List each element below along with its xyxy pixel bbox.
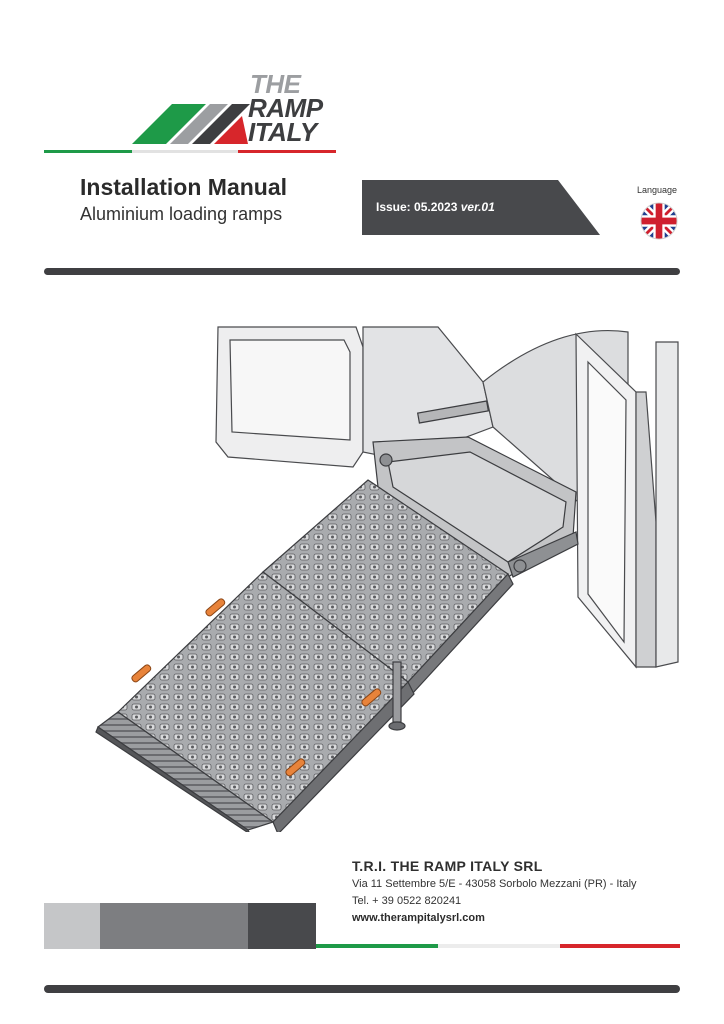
issue-date: Issue: 05.2023 [376,200,461,214]
stripe-white [438,944,560,948]
stripe-green [316,944,438,948]
document-subtitle: Aluminium loading ramps [80,204,283,224]
divider-top [44,268,680,275]
company-website-link[interactable]: www.therampitalysrl.com [352,912,485,924]
uk-flag-icon[interactable] [640,200,678,242]
decor-block-dark [248,903,316,949]
company-phone: Tel. + 39 0522 820241 [352,895,462,907]
company-address: Via 11 Settembre 5/E - 43058 Sorbolo Mezzani (PR) - Italy [352,878,637,890]
logo-text-the: THE [250,69,301,99]
issue-label [376,200,495,214]
issue-version: ver.01 [460,200,495,214]
ramp-illustration [88,322,684,832]
document-title: Installation Manual [80,174,288,200]
stripe-red [560,944,680,948]
logo-text-italy: ITALY [248,117,317,147]
logo-text-ramp: RAMP [248,93,323,123]
decor-block-mid [100,903,248,949]
language-label: Language [637,185,678,195]
company-name: T.R.I. THE RAMP ITALY SRL [352,858,543,874]
decor-block-light [44,903,100,949]
divider-bottom [44,985,680,993]
vehicle-door-right [576,334,678,667]
